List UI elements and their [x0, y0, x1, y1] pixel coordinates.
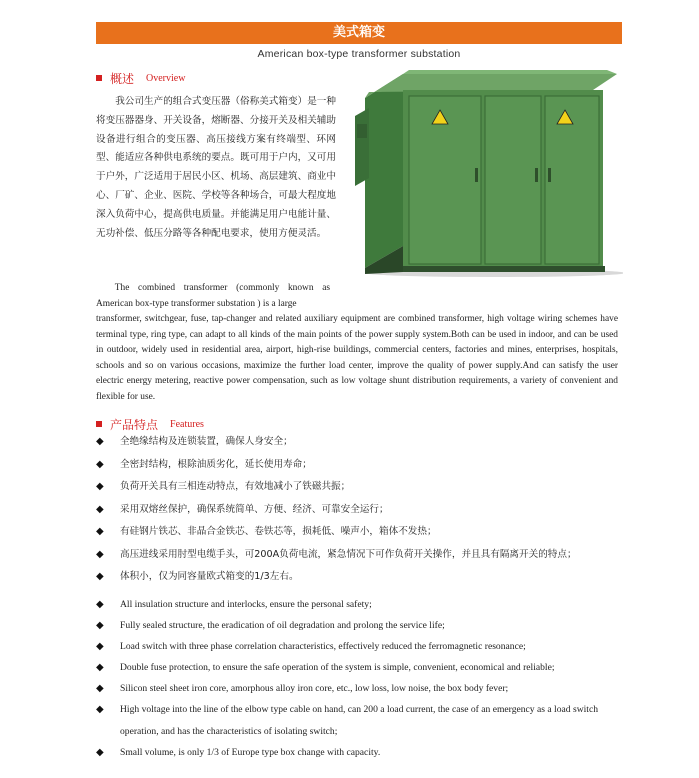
page-subtitle: American box-type transformer substation — [257, 48, 461, 60]
diamond-bullet-icon: ◆ — [96, 548, 104, 560]
feature-item-en: ◆ All insulation structure and interlocks, ensure the personal safety; — [96, 594, 624, 615]
diamond-bullet-icon: ◆ — [96, 619, 104, 631]
features-heading — [96, 416, 204, 432]
features-heading-cn: 产品特点 — [110, 417, 159, 432]
overview-text-cn: 我公司生产的组合式变压器（俗称美式箱变）是一种将变压器器身、开关设备，熔断器、分接开关及相关辅助设备进行组合的变压器、高压接线方案有终端型、环网型、能适应各种供电系统的要点。既可用于户内，又可用于户外，广泛适用于居民小区、机场、高层建筑、商业中心、厂矿、企业、医院、学校等各种场合，可最大程度地深入负荷中心，提高供电质量。并能满足用户电能计量、无功补偿、低压分路等各种配电要求，使用方便灵活。 — [96, 96, 336, 239]
feature-item-cn: ◆ 有硅钢片铁芯、非晶合金铁芯、卷铁芯等，损耗低、噪声小，箱体不发热； — [96, 526, 437, 537]
transformer-cabinet-image — [345, 68, 623, 278]
overview-text-en-part2: transformer, switchgear, fuse, tap-changer and related auxiliary equipment are combined transformer, high voltage wiring schemes have terminal type, ring type, can adapt to all kinds of the main points of the power supply system.Both can be used in indoor, and can be used in outdoor, widely used in residential area, airport, high-rise buildings, commercial centers, factories and mines, enterprises, hospitals, schools and so on various occasions, maximize the further load center, improve the quality of power supply.And can satisfy the user electric energy metering, reactive power compensation, such as low voltage shunt distribution requirements, a variety of convenient and flexible for use. — [96, 314, 618, 402]
diamond-bullet-icon: ◆ — [96, 436, 104, 447]
diamond-bullet-icon: ◆ — [96, 458, 104, 470]
diamond-bullet-icon: ◆ — [96, 662, 104, 674]
diamond-bullet-icon: ◆ — [96, 683, 104, 695]
diamond-bullet-icon: ◆ — [96, 571, 104, 582]
feature-item-cn: ◆ 全密封结构，根除油质劣化，延长使用寿命； — [96, 458, 312, 470]
overview-text-en-part1: The combined transformer (commonly known as American box-type transformer substation ) is a large — [96, 283, 330, 309]
feature-item-cn: ◆ 采用双熔丝保护，确保系统简单、方便、经济、可靠安全运行； — [96, 503, 389, 515]
overview-heading-en: Overview — [146, 72, 186, 84]
feature-item-en: ◆ Silicon steel sheet iron core, amorphous alloy iron core, etc., low loss, low noise, the box body fever; — [96, 678, 624, 699]
overview-heading — [96, 70, 185, 86]
diamond-bullet-icon: ◆ — [96, 640, 104, 652]
feature-item-cn: ◆ 负荷开关具有三相连动特点，有效地减小了铁磁共振； — [96, 481, 351, 492]
diamond-bullet-icon: ◆ — [96, 526, 104, 537]
feature-item-cn: ◆ 高压进线采用肘型电缆手头，可200A负荷电流，紧急情况下可作负荷开关操作，并且具有隔离开关的特点； — [96, 548, 577, 560]
square-bullet-icon — [96, 421, 102, 427]
feature-item-en: ◆ High voltage into the line of the elbow type cable on hand, can 200 a load current, the case of an emergency as a load switch operation, and has the characteristics of isolating switch; — [96, 699, 624, 741]
feature-item-en: ◆ Load switch with three phase correlation characteristics, effectively reduced the ferromagnetic resonance; — [96, 636, 624, 657]
diamond-bullet-icon: ◆ — [96, 746, 104, 758]
square-bullet-icon — [96, 75, 102, 81]
feature-item-en: ◆ Fully sealed structure, the eradication of oil degradation and prolong the service life; — [96, 615, 624, 636]
overview-heading-cn: 概述 — [110, 71, 135, 86]
feature-item-cn: ◆ 体积小，仅为同容量欧式箱变的1/3左右。 — [96, 571, 299, 582]
feature-item-en: ◆ Double fuse protection, to ensure the safe operation of the system is simple, convenient, economical and reliable; — [96, 657, 624, 678]
diamond-bullet-icon: ◆ — [96, 503, 104, 515]
features-heading-en: Features — [170, 418, 204, 430]
page-title: 美式箱变 — [96, 22, 622, 44]
feature-item-cn: ◆ 全绝缘结构及连锁装置，确保人身安全； — [96, 436, 293, 447]
feature-item-en: ◆ Small volume, is only 1/3 of Europe type box change with capacity. — [96, 742, 624, 763]
diamond-bullet-icon: ◆ — [96, 598, 104, 610]
diamond-bullet-icon: ◆ — [96, 481, 104, 492]
features-list — [96, 436, 624, 763]
diamond-bullet-icon: ◆ — [96, 704, 104, 716]
